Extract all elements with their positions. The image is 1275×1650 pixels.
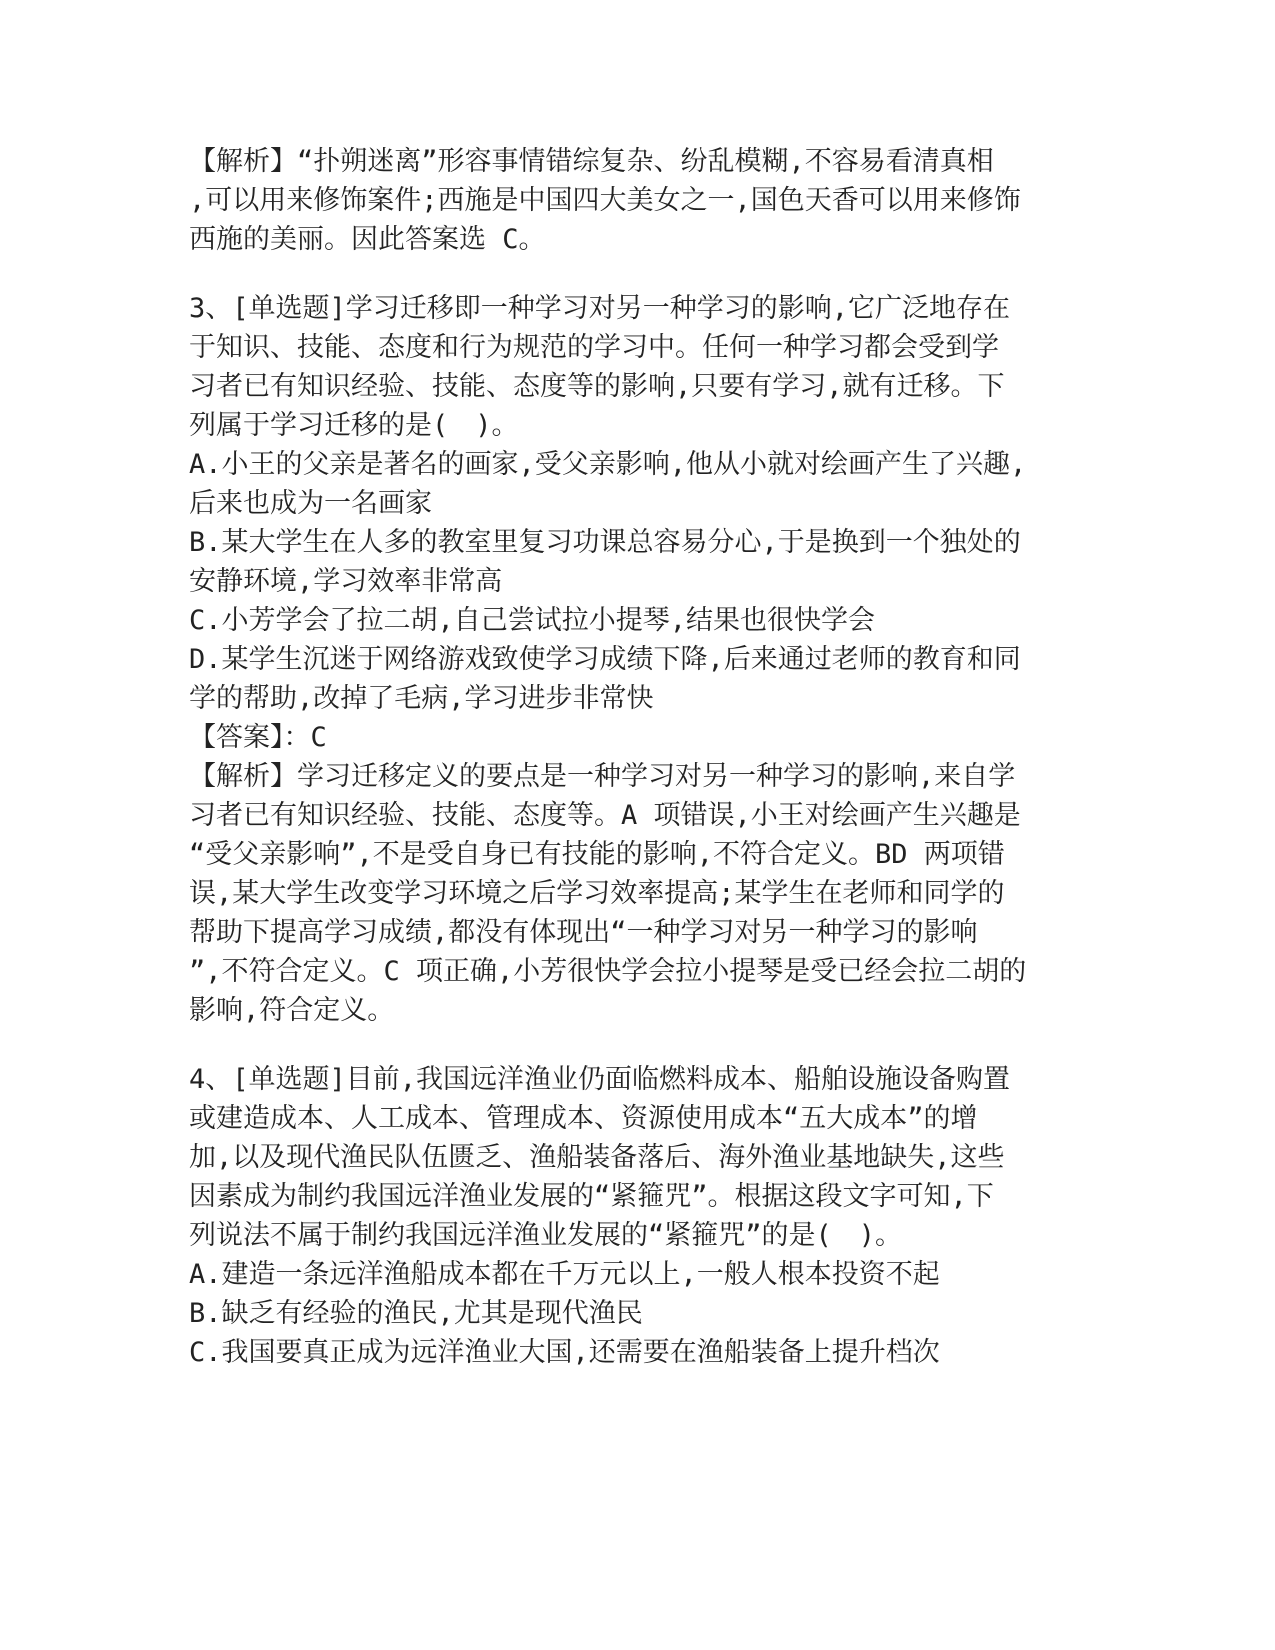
text-line: 列属于学习迁移的是( )。	[189, 410, 519, 441]
text-line: 于知识、技能、态度和行为规范的学习中。任何一种学习都会受到学	[189, 332, 999, 363]
text-line: 3、[单选题]学习迁移即一种学习对另一种学习的影响,它广泛地存在	[189, 293, 1011, 324]
text-line: 影响,符合定义。	[189, 995, 395, 1026]
text-line: 帮助下提高学习成绩,都没有体现出“一种学习对另一种学习的影响	[189, 917, 978, 948]
question-3	[189, 289, 1089, 1030]
text-line: C.我国要真正成为远洋渔业大国,还需要在渔船装备上提升档次	[189, 1337, 940, 1368]
paragraph-gap	[189, 1030, 1089, 1060]
text-line: 后来也成为一名画家	[189, 488, 432, 519]
text-line: 列说法不属于制约我国远洋渔业发展的“紧箍咒”的是( )。	[189, 1220, 903, 1251]
question-3-option-d	[189, 640, 1089, 718]
text-line: A.建造一条远洋渔船成本都在千万元以上,一般人根本投资不起	[189, 1259, 940, 1290]
question-3-stem	[189, 289, 1089, 445]
text-line: 安静环境,学习效率非常高	[189, 566, 503, 597]
text-line: 【解析】学习迁移定义的要点是一种学习对另一种学习的影响,来自学	[189, 761, 1016, 792]
question-3-answer: 【答案】：C	[189, 722, 327, 753]
text-line: ”,不符合定义。C 项正确,小芳很快学会拉小提琴是受已经会拉二胡的	[189, 956, 1027, 987]
question-4-option-a	[189, 1255, 1089, 1294]
question-4-option-b	[189, 1294, 1089, 1333]
text-line: 西施的美丽。因此答案选 C。	[189, 224, 546, 255]
question-4	[189, 1060, 1089, 1372]
question-3-option-b	[189, 523, 1089, 601]
text-line: A.小王的父亲是著名的画家,受父亲影响,他从小就对绘画产生了兴趣,	[189, 449, 1027, 480]
document-content	[189, 142, 1089, 1372]
text-line: 4、[单选题]目前,我国远洋渔业仍面临燃料成本、船舶设施设备购置	[189, 1064, 1011, 1095]
text-line: 加,以及现代渔民队伍匮乏、渔船装备落后、海外渔业基地缺失,这些	[189, 1142, 1005, 1173]
question-3-analysis	[189, 757, 1089, 1030]
text-line: 习者已有知识经验、技能、态度等。A 项错误,小王对绘画产生兴趣是	[189, 800, 1021, 831]
text-line: 学的帮助,改掉了毛病,学习进步非常快	[189, 683, 654, 714]
text-line: ,可以用来修饰案件;西施是中国四大美女之一,国色天香可以用来修饰	[189, 185, 1021, 216]
q2-analysis	[189, 142, 1089, 259]
text-line: B.某大学生在人多的教室里复习功课总容易分心,于是换到一个独处的	[189, 527, 1021, 558]
text-line: 习者已有知识经验、技能、态度等的影响,只要有学习,就有迁移。下	[189, 371, 1005, 402]
text-line: C.小芳学会了拉二胡,自己尝试拉小提琴,结果也很快学会	[189, 605, 876, 636]
question-3-option-c	[189, 601, 1089, 640]
text-line: 【解析】“扑朔迷离”形容事情错综复杂、纷乱模糊,不容易看清真相	[189, 146, 994, 177]
question-3-option-a	[189, 445, 1089, 523]
text-line: 或建造成本、人工成本、管理成本、资源使用成本“五大成本”的增	[189, 1103, 978, 1134]
text-line: D.某学生沉迷于网络游戏致使学习成绩下降,后来通过老师的教育和同	[189, 644, 1021, 675]
question-4-option-c	[189, 1333, 1089, 1372]
text-line: 误,某大学生改变学习环境之后学习效率提高;某学生在老师和同学的	[189, 878, 1005, 909]
text-line: B.缺乏有经验的渔民,尤其是现代渔民	[189, 1298, 643, 1329]
text-line: 因素成为制约我国远洋渔业发展的“紧箍咒”。根据这段文字可知,下	[189, 1181, 994, 1212]
paragraph-gap	[189, 259, 1089, 289]
text-line: “受父亲影响”,不是受自身已有技能的影响,不符合定义。BD 两项错	[189, 839, 1005, 870]
question-4-stem	[189, 1060, 1089, 1255]
